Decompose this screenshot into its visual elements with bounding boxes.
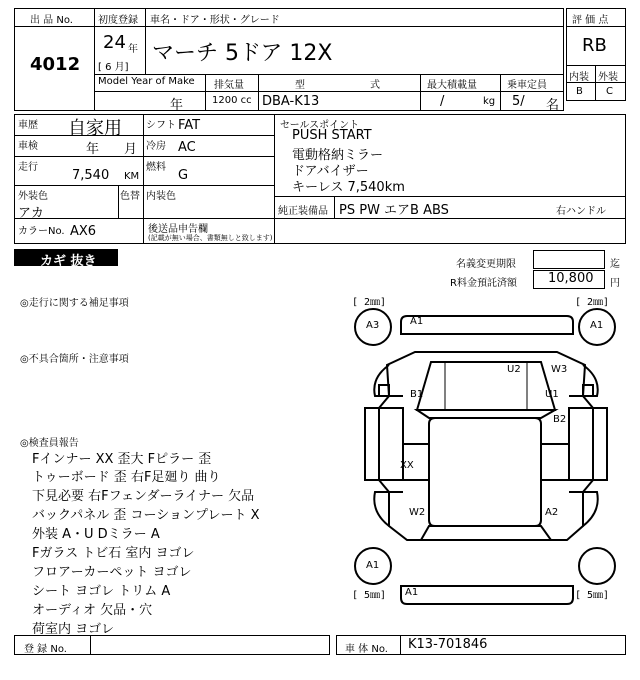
selling-point-4: キーレス 7,540km bbox=[292, 180, 405, 195]
footer-chassis-label: 車 体 No. bbox=[345, 644, 388, 655]
fuel-label: 燃料 bbox=[146, 162, 166, 173]
mileage-unit: KM bbox=[124, 171, 140, 182]
first-reg-year: 24 bbox=[103, 32, 126, 53]
defect-section-label: ◎不具合箇所・注意事項 bbox=[20, 354, 129, 365]
int-color-label: 内装色 bbox=[146, 191, 176, 202]
fuel-value: G bbox=[178, 168, 189, 183]
color-no-value: AX6 bbox=[70, 224, 97, 239]
ext-color-label: 外装色 bbox=[18, 191, 48, 202]
inspector-line: 下見必要 右Fフェンダーライナー 欠品 bbox=[32, 489, 255, 504]
inspector-line: 荷室内 ヨゴレ bbox=[32, 622, 115, 637]
tread-top-left: [ 2㎜] bbox=[352, 297, 387, 308]
mark-xx: XX bbox=[400, 460, 414, 471]
inspector-line: Fガラス トビ石 室内 ヨゴレ bbox=[32, 546, 195, 561]
recycle-label: R料金預託済額 bbox=[450, 278, 517, 289]
lot-number: 4012 bbox=[30, 54, 81, 75]
max-load-label: 最大積載量 bbox=[427, 80, 477, 91]
exterior-grade: C bbox=[606, 86, 613, 97]
mark-b1: B1 bbox=[410, 389, 424, 400]
inspector-line: バックパネル 歪 コーションプレート X bbox=[32, 508, 260, 523]
color-change-label: 色替 bbox=[120, 191, 140, 202]
inspection-year: 年 bbox=[86, 142, 100, 157]
mark-w3: W3 bbox=[551, 364, 568, 375]
mark-w2: W2 bbox=[409, 507, 426, 518]
capacity-label: 乗車定員 bbox=[507, 80, 547, 91]
tread-bottom-right: [ 5㎜] bbox=[575, 590, 610, 601]
mileage-label: 走行 bbox=[18, 162, 38, 173]
car-diagram bbox=[345, 290, 627, 630]
equipment-value: PS PW エアB ABS bbox=[339, 203, 449, 218]
inspector-line: トゥーボード 歪 右F足廻り 曲り bbox=[32, 470, 221, 485]
name-change-value: 迄 bbox=[610, 259, 620, 270]
tread-top-right: [ 2㎜] bbox=[575, 297, 610, 308]
mark-b2: B2 bbox=[553, 414, 567, 425]
exterior-label: 外装 bbox=[598, 72, 618, 83]
key-banner-text: カギ 抜き bbox=[40, 254, 97, 269]
max-load-value: / bbox=[440, 94, 445, 109]
rear-bumper bbox=[401, 586, 573, 604]
type-label-2: 式 bbox=[370, 80, 380, 91]
interior-label: 内装 bbox=[569, 72, 589, 83]
recycle-value: 10,800 bbox=[548, 271, 594, 286]
inspection-month: 月 bbox=[124, 142, 138, 157]
mark-a3: A3 bbox=[366, 320, 380, 331]
capacity-unit: 名 bbox=[546, 98, 560, 113]
capacity-value: 5/ bbox=[512, 94, 525, 109]
recycle-unit: 円 bbox=[610, 278, 620, 289]
name-change-label: 名義変更期限 bbox=[456, 259, 516, 270]
left-side bbox=[365, 408, 403, 480]
footer-chassis-value: K13-701846 bbox=[408, 637, 488, 652]
selling-point-2: 電動格納ミラー bbox=[292, 148, 384, 163]
score-value: RB bbox=[582, 35, 607, 56]
mark-a1-front-bumper: A1 bbox=[410, 316, 424, 327]
type-label-1: 型 bbox=[295, 80, 305, 91]
mark-u1: U1 bbox=[545, 389, 559, 400]
post-note-sub: (記載が無い場合、書類無しと致します) bbox=[148, 234, 273, 242]
steering-value: 右ハンドル bbox=[556, 206, 606, 217]
tread-bottom-left: [ 5㎜] bbox=[352, 590, 387, 601]
inspector-section-label: ◎検査員報告 bbox=[20, 438, 79, 449]
right-side bbox=[569, 408, 607, 480]
interior-grade: B bbox=[576, 86, 583, 97]
color-no-label: カラーNo. bbox=[18, 226, 65, 237]
ac-value: AC bbox=[178, 140, 196, 155]
inspector-line: フロアーカーペット ヨゴレ bbox=[32, 565, 192, 580]
lot-label: 出 品 No. bbox=[30, 15, 73, 26]
mark-a1-front-right-wheel: A1 bbox=[590, 320, 604, 331]
driving-section-label: ◎走行に関する補足事項 bbox=[20, 298, 129, 309]
wheel-rear-right bbox=[579, 548, 615, 584]
inspector-line: 外装 A・U Dミラー A bbox=[32, 527, 160, 542]
year-char: 年 bbox=[128, 44, 138, 55]
first-reg-label: 初度登録 bbox=[98, 15, 138, 26]
mark-a1-rear-left-wheel: A1 bbox=[366, 560, 380, 571]
roof bbox=[429, 418, 541, 526]
rear-glass bbox=[421, 526, 551, 540]
selling-points-label: セールスポイント bbox=[280, 120, 360, 131]
shift-value: FAT bbox=[178, 118, 201, 133]
vehicle-use-label: 車歴 bbox=[18, 120, 38, 131]
name-change-box bbox=[533, 250, 605, 269]
inspector-line: オーディオ 欠品・穴 bbox=[32, 603, 153, 618]
hood bbox=[417, 362, 555, 410]
inspector-line: シート ヨゴレ トリム A bbox=[32, 584, 171, 599]
model-year-label: Model Year of Make bbox=[98, 76, 195, 87]
displacement-label: 排気量 bbox=[214, 80, 244, 91]
inspector-line: Fインナー XX 歪大 Fピラー 歪 bbox=[32, 452, 212, 467]
model-code: DBA-K13 bbox=[262, 94, 320, 109]
selling-point-1: PUSH START bbox=[292, 128, 372, 143]
shift-label: シフト bbox=[146, 120, 176, 131]
mark-a2: A2 bbox=[545, 507, 559, 518]
footer-registration-label: 登 録 No. bbox=[24, 644, 67, 655]
displacement-value: 1200 cc bbox=[212, 95, 252, 106]
vehicle-use-value: 自家用 bbox=[68, 118, 122, 139]
ac-label: 冷房 bbox=[146, 141, 166, 152]
mark-u2: U2 bbox=[507, 364, 521, 375]
selling-point-3: ドアバイザー bbox=[292, 164, 369, 179]
equipment-label: 純正装備品 bbox=[278, 206, 328, 217]
mileage-value: 7,540 bbox=[72, 168, 110, 183]
front-bumper bbox=[401, 316, 573, 334]
vehicle-name: マーチ 5ドア 12X bbox=[152, 41, 333, 66]
inspection-label: 車検 bbox=[18, 141, 38, 152]
model-year-unit: 年 bbox=[170, 98, 184, 113]
score-label: 評 価 点 bbox=[572, 15, 609, 26]
first-reg-month: [ 6 月] bbox=[98, 62, 129, 73]
post-note-label: 後送品申告欄 bbox=[148, 224, 208, 235]
mark-a1-rear-bumper: A1 bbox=[405, 587, 419, 598]
windshield bbox=[417, 410, 555, 418]
vehicle-label: 車名・ドア・形状・グレード bbox=[150, 15, 280, 26]
max-load-unit: kg bbox=[483, 96, 496, 107]
ext-color-value: アカ bbox=[18, 206, 44, 221]
